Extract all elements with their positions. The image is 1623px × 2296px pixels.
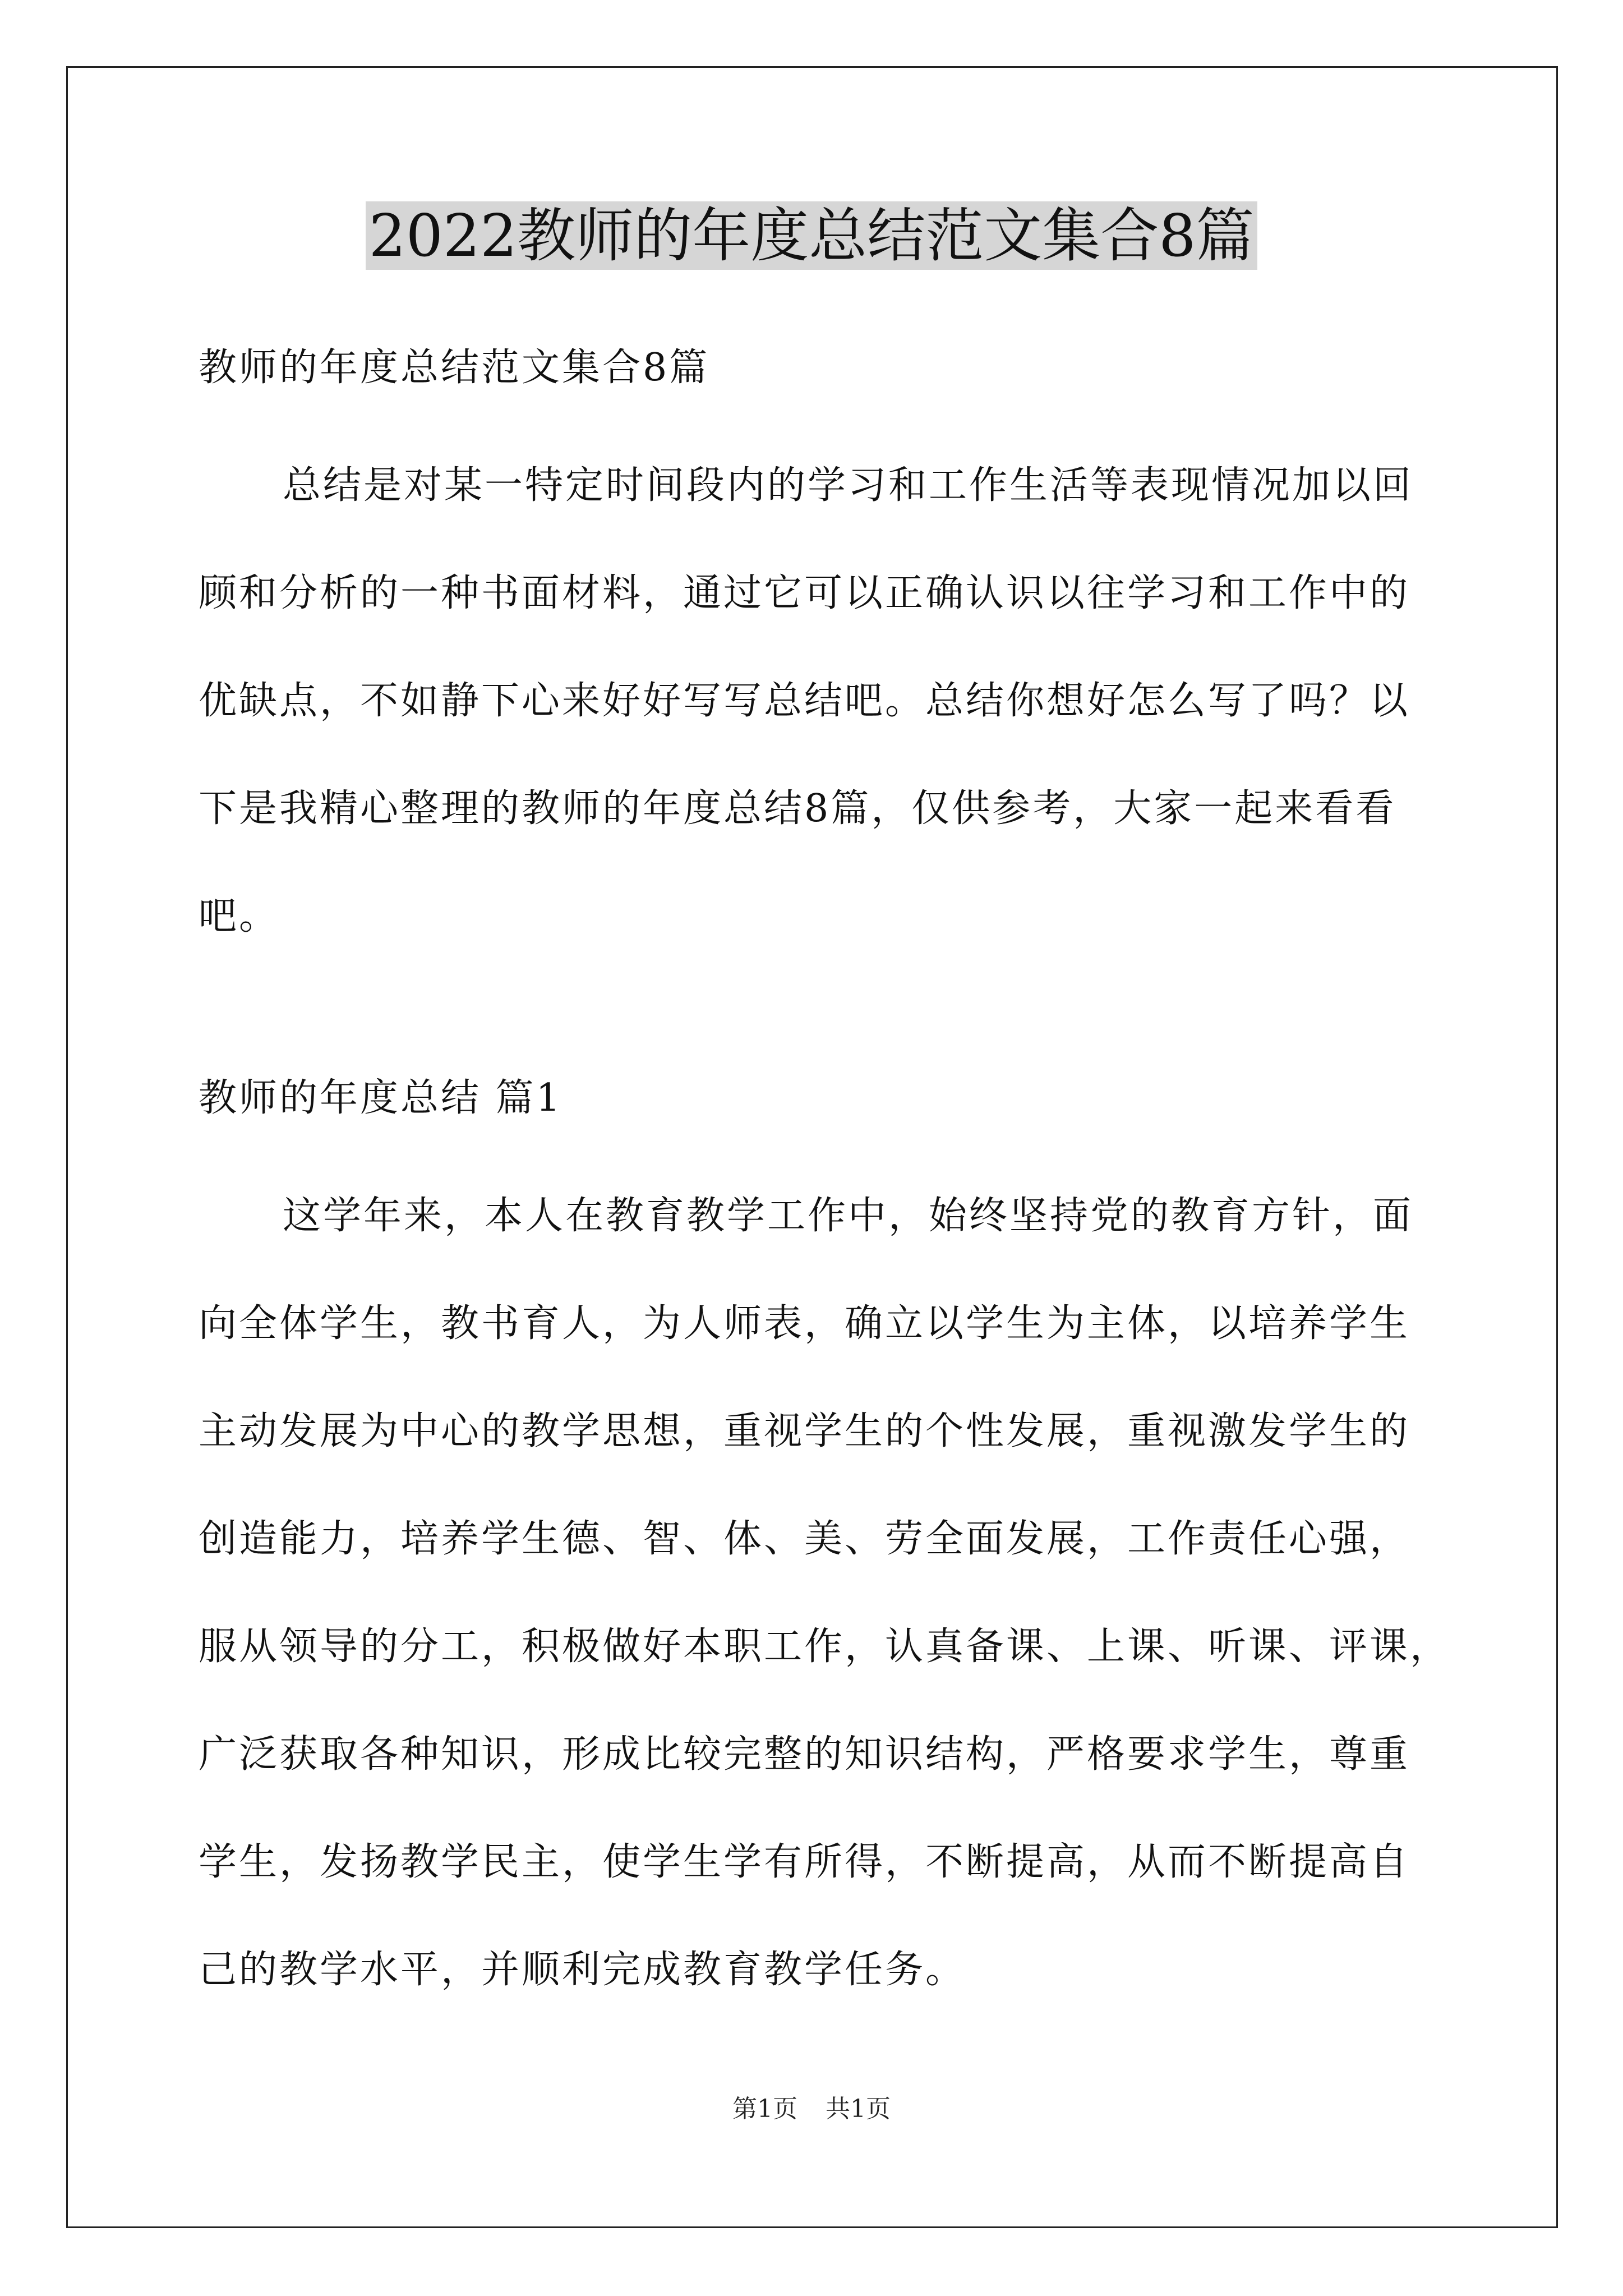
intro-line-2: 顾和分析的一种书面材料，通过它可以正确认识以往学习和工作中的 bbox=[199, 571, 1410, 615]
intro-line-5: 吧。 bbox=[199, 894, 280, 938]
section1-line-7: 学生，发扬教学民主，使学生学有所得，不断提高，从而不断提高自 bbox=[199, 1840, 1410, 1884]
section1-line-6: 广泛获取各种知识，形成比较完整的知识结构，严格要求学生，尊重 bbox=[199, 1732, 1410, 1777]
document-title bbox=[0, 196, 1623, 275]
page-total: 共1页 bbox=[826, 2095, 891, 2123]
intro-line-4: 下是我精心整理的教师的年度总结8篇，仅供参考，大家一起来看看 bbox=[199, 786, 1396, 831]
section1-line-3: 主动发展为中心的教学思想，重视学生的个性发展，重视激发学生的 bbox=[199, 1409, 1410, 1453]
intro-line-1: 总结是对某一特定时间段内的学习和工作生活等表现情况加以回 bbox=[283, 463, 1414, 508]
document-subtitle: 教师的年度总结范文集合8篇 bbox=[199, 346, 710, 390]
section1-line-8: 己的教学水平，并顺利完成教育教学任务。 bbox=[199, 1948, 966, 1992]
section1-line-2: 向全体学生，教书育人，为人师表，确立以学生为主体，以培养学生 bbox=[199, 1301, 1410, 1346]
section1-line-4: 创造能力，培养学生德、智、体、美、劳全面发展，工作责任心强， bbox=[199, 1517, 1410, 1561]
document-title-text: 2022教师的年度总结范文集合8篇 bbox=[366, 201, 1258, 270]
page-number: 第1页 bbox=[732, 2095, 797, 2123]
page-footer bbox=[0, 2092, 1623, 2126]
section1-heading: 教师的年度总结 篇1 bbox=[199, 1076, 562, 1120]
intro-line-3: 优缺点，不如静下心来好好写写总结吧。总结你想好怎么写了吗？以 bbox=[199, 679, 1410, 723]
section1-line-1: 这学年来，本人在教育教学工作中，始终坚持党的教育方针，面 bbox=[283, 1194, 1414, 1238]
section1-line-5: 服从领导的分工，积极做好本职工作，认真备课、上课、听课、评课， bbox=[199, 1625, 1451, 1669]
